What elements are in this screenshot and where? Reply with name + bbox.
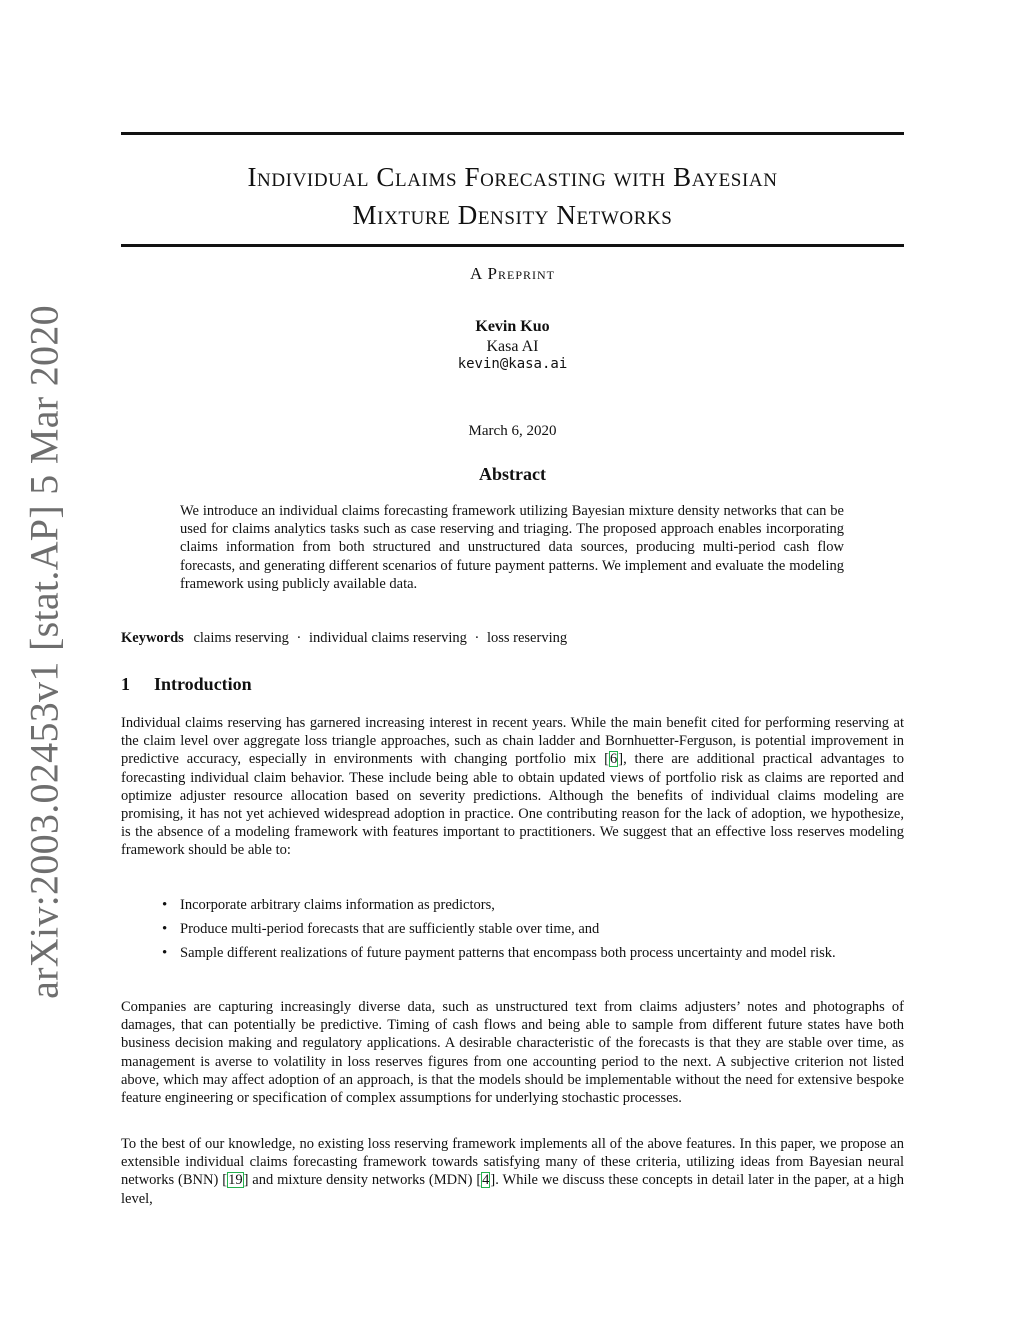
paragraph-text: and mixture density networks (MDN) (248, 1172, 477, 1189)
paragraph-text: , there are additional practical advantages to forecasting individual claim behavior. These include being able to obtain updated views of portfolio risk as claims are reported and optimize adjuster resource allocation based on severity predictions. Although the benefits of individual claims modeling are promising, it has not yet achieved widespread adoption in practice. One contributing reason for the lack of adoption, we hypothesize, is the absence of a modeling framework with features important to practitioners. We suggest that an effective loss reserves modeling framework should be able to: (121, 751, 905, 859)
keyword-separator: · (296, 630, 302, 646)
title-line-2: Mixture Density Networks (352, 200, 673, 230)
section-number: 1 (121, 674, 130, 694)
intro-paragraph-3 (121, 1135, 904, 1208)
intro-paragraph-2: Companies are capturing increasingly diverse data, such as unstructured text from claims adjusters’ notes and photographs of damages, that can potentially be predictive. Timing of cash flows and being able to sample from different future states have both business decision making and regulatory applications. A desirable characteristic of the forecasts is that they are stable over time, as management is averse to volatility in loss reserves figures from one accounting period to the next. A subjective criterion not listed above, which may affect adoption of an approach, is that the models should be implementable without the need for extensive bespoke feature engineering or specification of complex assumptions for underlying stochastic processes. (121, 999, 904, 1107)
author-name: Kevin Kuo (475, 318, 550, 335)
citation-number[interactable]: 6 (609, 751, 618, 768)
list-item: • Sample different realizations of future payment patterns that encompass both process uncertainty and model risk. (121, 944, 904, 962)
list-item: • Produce multi-period forecasts that are sufficiently stable over time, and (121, 920, 904, 938)
requirements-list (121, 896, 904, 969)
keyword-item: loss reserving (486, 630, 568, 646)
list-item: • Incorporate arbitrary claims information as predictors, (121, 896, 904, 914)
keywords-label: Keywords (121, 630, 184, 646)
abstract-heading: Abstract (479, 464, 546, 484)
paragraph-text: . While we discuss these concepts in detail later in the paper, at a high level, (121, 1172, 904, 1207)
citation-number[interactable]: 19 (228, 1172, 243, 1189)
citation-number[interactable]: 4 (482, 1172, 490, 1189)
keywords-line (121, 630, 567, 647)
section-heading-introduction (121, 674, 252, 695)
author-email[interactable]: kevin@kasa.ai (457, 356, 568, 372)
section-title: Introduction (154, 674, 252, 694)
citation-link[interactable]: [4] (476, 1172, 496, 1189)
paragraph-text: Individual claims reserving has garnered increasing interest in recent years. While the main benefit cited for performing reserving at the claim level over aggregate loss triangle approaches, such as chain ladder and Bornhuetter-Ferguson, is potential improvement in predictive accuracy, especially in environments with changing portfolio mix (121, 715, 904, 768)
intro-paragraph-1 (121, 714, 904, 860)
citation-link[interactable]: [6] (604, 751, 624, 768)
title-bottom-rule (121, 244, 904, 247)
title-top-rule (121, 132, 904, 135)
keyword-item: individual claims reserving (309, 630, 467, 646)
paragraph-text: To the best of our knowledge, no existing loss reserving framework implements all of the above features. In this paper, we propose an extensible individual claims forecasting framework towards satisfying many of these criteria, utilizing ideas from Bayesian neural networks (BNN) (121, 1136, 904, 1189)
author-affiliation: Kasa AI (486, 338, 539, 355)
preprint-label: A Preprint (469, 264, 556, 283)
publication-date: March 6, 2020 (468, 423, 557, 439)
paper-title (121, 158, 904, 234)
keyword-separator: · (474, 630, 480, 646)
title-line-1: Individual Claims Forecasting with Bayesian (247, 162, 778, 192)
keyword-item: claims reserving (193, 630, 289, 646)
abstract-text: We introduce an individual claims forecasting framework utilizing Bayesian mixture density networks that can be used for claims analytics tasks such as case reserving and triaging. The proposed approach enables incorporating claims information from both structured and unstructured data sources, producing multi-period cash flow forecasts, and generating different scenarios of future payment patterns. We implement and evaluate the modeling framework using publicly available data. (180, 503, 844, 592)
arxiv-identifier: arXiv:2003.02453v1 [stat.AP] 5 Mar 2020 (21, 305, 67, 999)
citation-link[interactable]: [19] (222, 1172, 249, 1189)
